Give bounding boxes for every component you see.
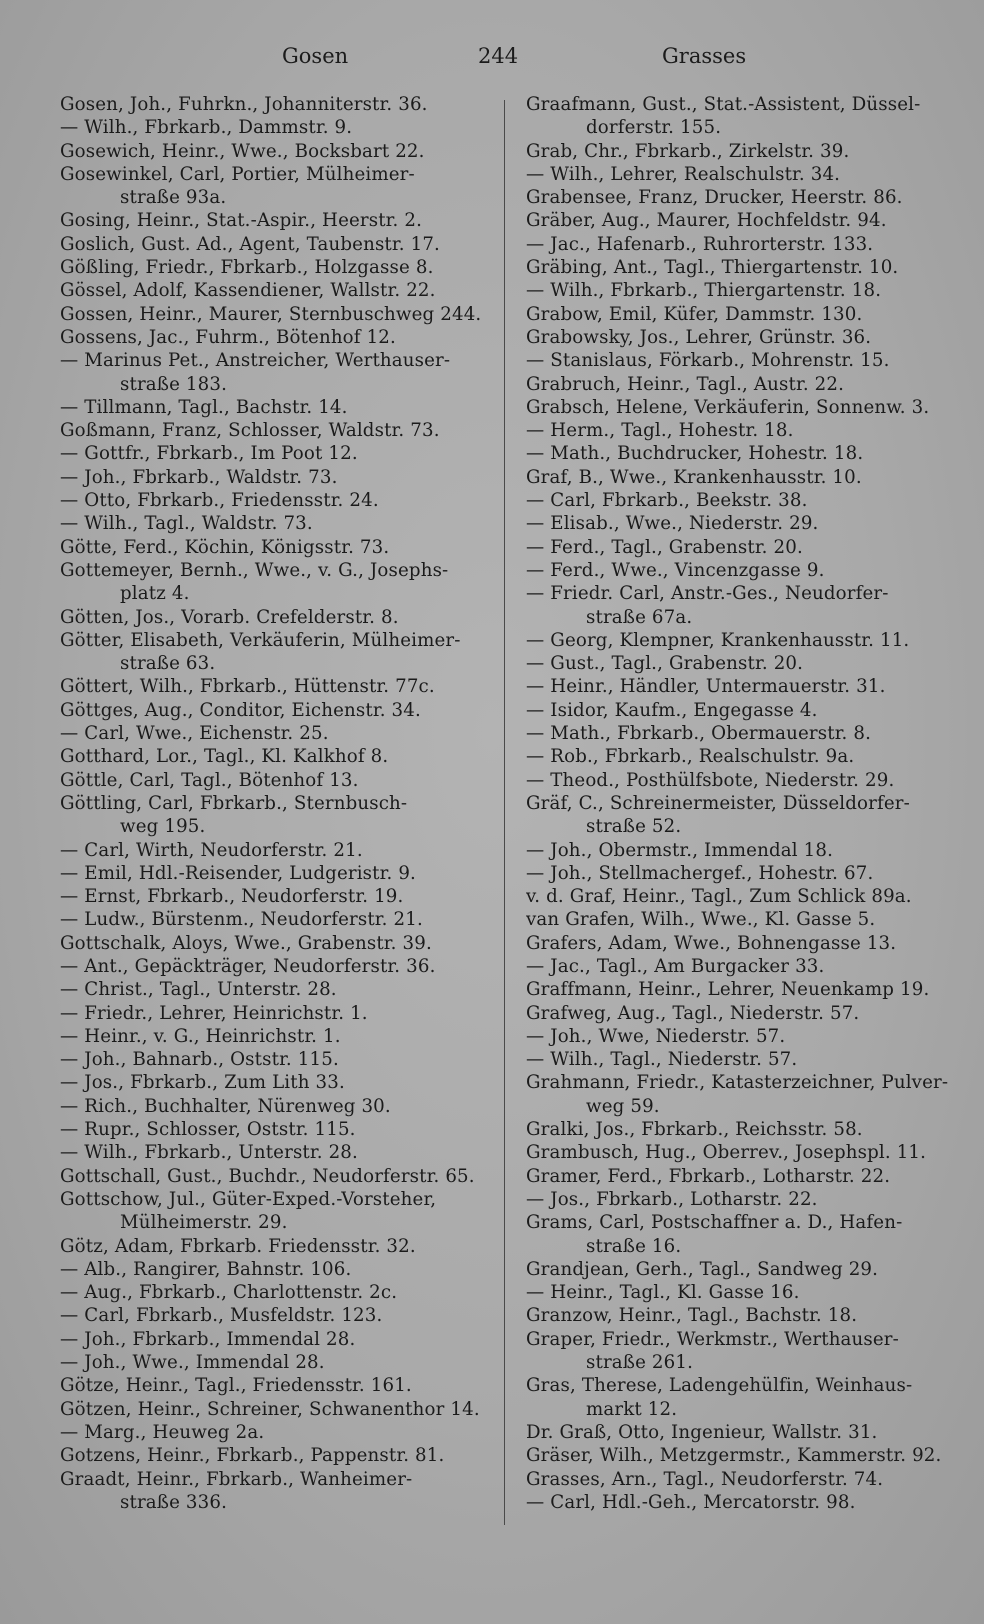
directory-entry-line: Gößling, Friedr., Fbrkarb., Holzgasse 8. bbox=[60, 257, 434, 279]
directory-entry-line: — Rupr., Schlosser, Oststr. 115. bbox=[60, 1119, 356, 1141]
directory-entry-line: — Heinr., v. G., Heinrichstr. 1. bbox=[60, 1025, 341, 1047]
directory-entry-line: straße 52. bbox=[586, 816, 682, 838]
directory-entry-line: Grabow, Emil, Küfer, Dammstr. 130. bbox=[526, 303, 863, 325]
directory-entry-line: Göttert, Wilh., Fbrkarb., Hüttenstr. 77c. bbox=[60, 676, 435, 698]
header-last-entry: Grasses bbox=[662, 44, 747, 68]
directory-entry-line: — Wilh., Fbrkarb., Unterstr. 28. bbox=[60, 1142, 358, 1164]
directory-entry-line: Göttges, Aug., Conditor, Eichenstr. 34. bbox=[60, 699, 421, 721]
directory-entry-line: Gosen, Joh., Fuhrkn., Johanniterstr. 36. bbox=[60, 94, 428, 115]
directory-entry-line: Gosewich, Heinr., Wwe., Bocksbart 22. bbox=[60, 140, 425, 162]
directory-entry-line: Gottschalk, Aloys, Wwe., Grabenstr. 39. bbox=[60, 932, 432, 954]
directory-entry-line: Gosing, Heinr., Stat.-Aspir., Heerstr. 2. bbox=[60, 210, 423, 232]
directory-entry-line: straße 261. bbox=[586, 1352, 694, 1374]
directory-entry-line: — Heinr., Tagl., Kl. Gasse 16. bbox=[526, 1282, 800, 1304]
directory-entry-line: — Joh., Fbrkarb., Waldstr. 73. bbox=[60, 466, 338, 488]
directory-entry-line: Götze, Heinr., Tagl., Friedensstr. 161. bbox=[60, 1375, 412, 1397]
directory-entry-line: Gossens, Jac., Fuhrm., Bötenhof 12. bbox=[60, 326, 396, 348]
directory-entry-line: — Ant., Gepäckträger, Neudorferstr. 36. bbox=[60, 955, 436, 977]
directory-entry-line: Dr. Graß, Otto, Ingenieur, Wallstr. 31. bbox=[526, 1421, 878, 1443]
directory-entry-line: markt 12. bbox=[586, 1398, 678, 1420]
directory-entry-line: — Jos., Fbrkarb., Lotharstr. 22. bbox=[526, 1188, 818, 1210]
directory-entry-line: — Ferd., Wwe., Vincenzgasse 9. bbox=[526, 559, 825, 581]
directory-entry-line: — Friedr., Lehrer, Heinrichstr. 1. bbox=[60, 1002, 368, 1024]
directory-entry-line: — Joh., Stellmachergef., Hohestr. 67. bbox=[526, 862, 874, 884]
directory-entry-line: — Rob., Fbrkarb., Realschulstr. 9a. bbox=[526, 746, 855, 768]
directory-entry-line: — Ludw., Bürstenm., Neudorferstr. 21. bbox=[60, 909, 423, 931]
directory-entry-line: — Heinr., Händler, Untermauerstr. 31. bbox=[526, 676, 886, 698]
directory-entry-line: — Jac., Tagl., Am Burgacker 33. bbox=[526, 955, 825, 977]
column-divider bbox=[504, 100, 505, 1525]
directory-entry-line: — Wilh., Tagl., Waldstr. 73. bbox=[60, 513, 313, 535]
directory-entry-line: Gottschow, Jul., Güter-Exped.-Vorsteher, bbox=[60, 1188, 437, 1210]
directory-entry-line: Götten, Jos., Vorarb. Crefelderstr. 8. bbox=[60, 606, 399, 628]
directory-entry-line: Gräbing, Ant., Tagl., Thiergartenstr. 10. bbox=[526, 257, 899, 279]
directory-entry-line: Goslich, Gust. Ad., Agent, Taubenstr. 17. bbox=[60, 233, 440, 255]
directory-entry-line: Gralki, Jos., Fbrkarb., Reichsstr. 58. bbox=[526, 1119, 863, 1141]
directory-entry-line: Gottschall, Gust., Buchdr., Neudorferstr. 65. bbox=[60, 1165, 475, 1187]
directory-entry-line: Goßmann, Franz, Schlosser, Waldstr. 73. bbox=[60, 420, 440, 442]
directory-entry-line: — Gust., Tagl., Grabenstr. 20. bbox=[526, 653, 804, 675]
directory-entry-line: Götte, Ferd., Köchin, Königsstr. 73. bbox=[60, 536, 390, 558]
directory-entry-line: straße 63. bbox=[120, 653, 216, 675]
directory-entry-line: Gottemeyer, Bernh., Wwe., v. G., Josephs- bbox=[60, 559, 449, 581]
directory-entry-line: Grabruch, Heinr., Tagl., Austr. 22. bbox=[526, 373, 845, 395]
directory-entry-line: Granzow, Heinr., Tagl., Bachstr. 18. bbox=[526, 1305, 858, 1327]
directory-entry-line: — Rich., Buchhalter, Nürenweg 30. bbox=[60, 1095, 391, 1117]
directory-entry-line: — Math., Fbrkarb., Obermauerstr. 8. bbox=[526, 723, 872, 745]
directory-entry-line: — Jos., Fbrkarb., Zum Lith 33. bbox=[60, 1072, 345, 1094]
directory-entry-line: — Wilh., Tagl., Niederstr. 57. bbox=[526, 1049, 798, 1071]
directory-entry-line: Grandjean, Gerh., Tagl., Sandweg 29. bbox=[526, 1258, 879, 1280]
directory-entry-line: — Wilh., Lehrer, Realschulstr. 34. bbox=[526, 163, 841, 185]
directory-entry-line: — Alb., Rangirer, Bahnstr. 106. bbox=[60, 1258, 352, 1280]
directory-entry-line: Gössel, Adolf, Kassendiener, Wallstr. 22. bbox=[60, 280, 436, 302]
directory-entry-line: Gräf, C., Schreinermeister, Düsseldorfer- bbox=[526, 792, 910, 814]
directory-entry-line: straße 93a. bbox=[120, 187, 227, 209]
directory-entry-line: van Grafen, Wilh., Wwe., Kl. Gasse 5. bbox=[526, 909, 876, 931]
directory-entry-line: Grabsch, Helene, Verkäuferin, Sonnenw. 3. bbox=[526, 396, 930, 418]
directory-entry-line: — Carl, Fbrkarb., Beekstr. 38. bbox=[526, 490, 808, 512]
directory-entry-line: Gräber, Aug., Maurer, Hochfeldstr. 94. bbox=[526, 210, 887, 232]
directory-entry-line: v. d. Graf, Heinr., Tagl., Zum Schlick 89a. bbox=[526, 886, 912, 908]
directory-entry-line: — Aug., Fbrkarb., Charlottenstr. 2c. bbox=[60, 1282, 398, 1304]
directory-entry-line: — Joh., Wwe, Niederstr. 57. bbox=[526, 1025, 786, 1047]
directory-entry-line: platz 4. bbox=[120, 583, 190, 605]
directory-entry-line: Mülheimerstr. 29. bbox=[120, 1212, 288, 1234]
directory-entry-line: — Joh., Bahnarb., Oststr. 115. bbox=[60, 1049, 339, 1071]
directory-entry-line: — Tillmann, Tagl., Bachstr. 14. bbox=[60, 396, 348, 418]
directory-entry-line: Göttling, Carl, Fbrkarb., Sternbusch- bbox=[60, 792, 408, 814]
directory-entry-line: — Christ., Tagl., Unterstr. 28. bbox=[60, 979, 337, 1001]
directory-entry-line: Gotthard, Lor., Tagl., Kl. Kalkhof 8. bbox=[60, 746, 389, 768]
directory-entry-line: — Elisab., Wwe., Niederstr. 29. bbox=[526, 513, 819, 535]
directory-entry-line: — Carl, Hdl.-Geh., Mercatorstr. 98. bbox=[526, 1491, 856, 1513]
directory-entry-line: — Stanislaus, Förkarb., Mohrenstr. 15. bbox=[526, 350, 890, 372]
directory-entry-line: — Friedr. Carl, Anstr.-Ges., Neudorfer- bbox=[526, 583, 889, 605]
directory-entry-line: weg 59. bbox=[586, 1095, 660, 1117]
directory-entry-line: Grabowsky, Jos., Lehrer, Grünstr. 36. bbox=[526, 326, 872, 348]
directory-entry-line: Grambusch, Hug., Oberrev., Josephspl. 11. bbox=[526, 1142, 927, 1164]
directory-entry-line: Grafers, Adam, Wwe., Bohnengasse 13. bbox=[526, 932, 897, 954]
directory-entry-line: Grams, Carl, Postschaffner a. D., Hafen- bbox=[526, 1212, 903, 1234]
directory-entry-line: — Jac., Hafenarb., Ruhrorterstr. 133. bbox=[526, 233, 874, 255]
directory-entry-line: weg 195. bbox=[120, 816, 206, 838]
header-first-entry: Gosen bbox=[282, 44, 349, 68]
directory-entry-line: Grab, Chr., Fbrkarb., Zirkelstr. 39. bbox=[526, 140, 850, 162]
directory-entry-line: Graf, B., Wwe., Krankenhausstr. 10. bbox=[526, 466, 862, 488]
directory-entry-line: — Wilh., Fbrkarb., Dammstr. 9. bbox=[60, 117, 353, 139]
directory-entry-line: Graper, Friedr., Werkmstr., Werthauser- bbox=[526, 1328, 899, 1350]
directory-entry-line: straße 16. bbox=[586, 1235, 682, 1257]
directory-entry-line: dorferstr. 155. bbox=[586, 117, 722, 139]
directory-entry-line: — Marg., Heuweg 2a. bbox=[60, 1421, 265, 1443]
directory-entry-line: Graadt, Heinr., Fbrkarb., Wanheimer- bbox=[60, 1468, 413, 1490]
directory-entry-line: — Math., Buchdrucker, Hohestr. 18. bbox=[526, 443, 864, 465]
directory-entry-line: Götz, Adam, Fbrkarb. Friedensstr. 32. bbox=[60, 1235, 416, 1257]
directory-entry-line: — Gottfr., Fbrkarb., Im Poot 12. bbox=[60, 443, 358, 465]
directory-entry-line: — Theod., Posthülfsbote, Niederstr. 29. bbox=[526, 769, 895, 791]
directory-entry-line: Gotzens, Heinr., Fbrkarb., Pappenstr. 81. bbox=[60, 1445, 445, 1467]
directory-entry-line: Götzen, Heinr., Schreiner, Schwanenthor 14. bbox=[60, 1398, 480, 1420]
directory-entry-line: Graffmann, Heinr., Lehrer, Neuenkamp 19. bbox=[526, 979, 930, 1001]
directory-entry-line: Grabensee, Franz, Drucker, Heerstr. 86. bbox=[526, 187, 903, 209]
directory-entry-line: — Carl, Fbrkarb., Musfeldstr. 123. bbox=[60, 1305, 383, 1327]
directory-entry-line: Gramer, Ferd., Fbrkarb., Lotharstr. 22. bbox=[526, 1165, 891, 1187]
directory-entry-line: — Joh., Obermstr., Immendal 18. bbox=[526, 839, 834, 861]
directory-entry-line: straße 67a. bbox=[586, 606, 693, 628]
directory-entry-line: Gräser, Wilh., Metzgermstr., Kammerstr. 92. bbox=[526, 1445, 942, 1467]
directory-entry-line: Graafmann, Gust., Stat.-Assistent, Düssel- bbox=[526, 94, 921, 115]
directory-entry-line: — Emil, Hdl.-Reisender, Ludgeristr. 9. bbox=[60, 862, 416, 884]
directory-entry-line: straße 183. bbox=[120, 373, 228, 395]
left-column bbox=[60, 93, 492, 1514]
directory-entry-line: — Marinus Pet., Anstreicher, Werthauser- bbox=[60, 350, 451, 372]
directory-entry-line: Gossen, Heinr., Maurer, Sternbuschweg 244. bbox=[60, 303, 482, 325]
directory-entry-line: straße 336. bbox=[120, 1491, 228, 1513]
directory-entry-line: Göttle, Carl, Tagl., Bötenhof 13. bbox=[60, 769, 359, 791]
right-column bbox=[526, 93, 958, 1514]
directory-entry-line: Grafweg, Aug., Tagl., Niederstr. 57. bbox=[526, 1002, 860, 1024]
directory-entry-line: — Herm., Tagl., Hohestr. 18. bbox=[526, 420, 794, 442]
directory-entry-line: Götter, Elisabeth, Verkäuferin, Mülheimer- bbox=[60, 629, 461, 651]
directory-entry-line: — Georg, Klempner, Krankenhausstr. 11. bbox=[526, 629, 910, 651]
directory-entry-line: Gras, Therese, Ladengehülfin, Weinhaus- bbox=[526, 1375, 913, 1397]
directory-entry-line: Grasses, Arn., Tagl., Neudorferstr. 74. bbox=[526, 1468, 884, 1490]
directory-entry-line: — Ernst, Fbrkarb., Neudorferstr. 19. bbox=[60, 886, 404, 908]
directory-entry-line: — Wilh., Fbrkarb., Thiergartenstr. 18. bbox=[526, 280, 882, 302]
directory-entry-line: — Joh., Wwe., Immendal 28. bbox=[60, 1352, 325, 1374]
page-number: 244 bbox=[478, 44, 519, 68]
page-header bbox=[0, 44, 984, 78]
directory-entry-line: — Otto, Fbrkarb., Friedensstr. 24. bbox=[60, 490, 379, 512]
directory-entry-line: — Ferd., Tagl., Grabenstr. 20. bbox=[526, 536, 803, 558]
directory-entry-line: — Isidor, Kaufm., Engegasse 4. bbox=[526, 699, 818, 721]
directory-entry-line: Gosewinkel, Carl, Portier, Mülheimer- bbox=[60, 163, 415, 185]
directory-entry-line: — Carl, Wwe., Eichenstr. 25. bbox=[60, 723, 329, 745]
directory-entry-line: — Carl, Wirth, Neudorferstr. 21. bbox=[60, 839, 363, 861]
directory-entry-line: — Joh., Fbrkarb., Immendal 28. bbox=[60, 1328, 356, 1350]
directory-entry-line: Grahmann, Friedr., Katasterzeichner, Pulver- bbox=[526, 1072, 949, 1094]
